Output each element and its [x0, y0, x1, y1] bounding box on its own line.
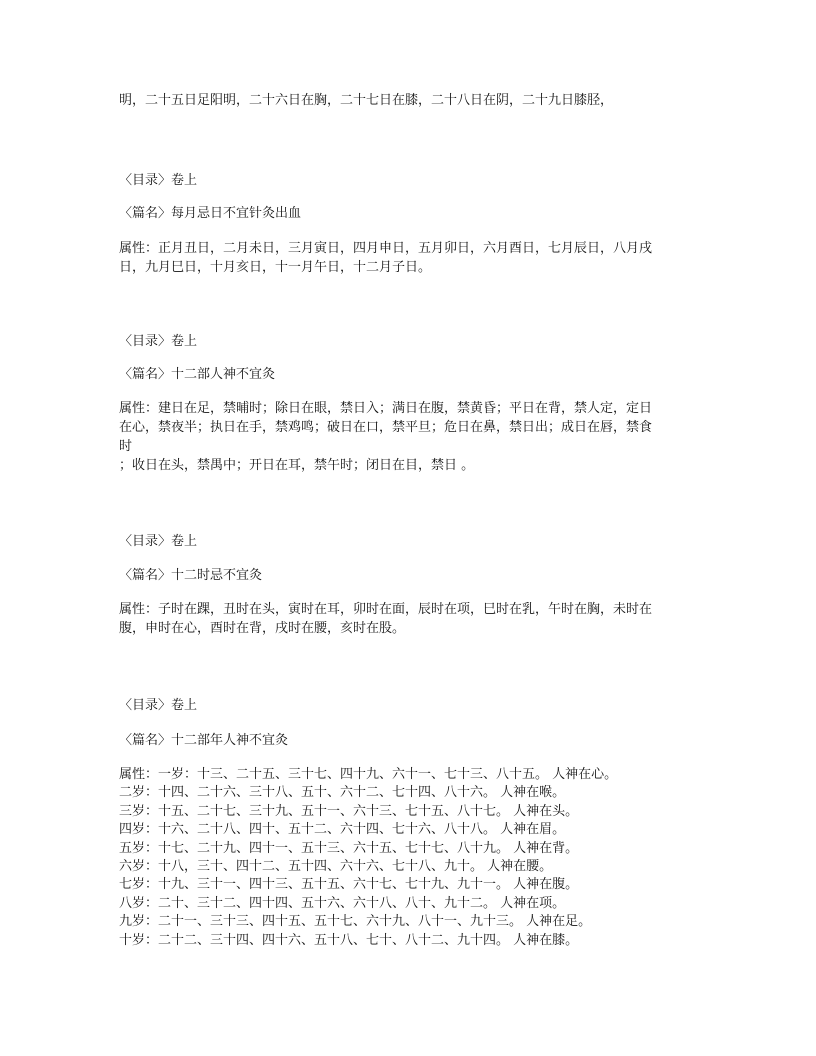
continued-text-line: 明，二十五日足阳明，二十六日在胸，二十七日在膝，二十八日在阴，二十九日膝胫，	[119, 93, 614, 108]
catalog-line: 〈目录〉卷上	[119, 173, 198, 188]
attribute-line: 十岁：二十二、三十四、四十六、五十八、七十、八十二、九十四。 人神在膝。	[119, 932, 579, 948]
attribute-line: 日，九月巳日，十月亥日，十一月午日，十二月子日。	[119, 260, 432, 275]
attribute-paragraph	[119, 766, 617, 950]
chapter-title: 〈篇名〉十二时忌不宜灸	[119, 568, 263, 583]
chapter-title: 〈篇名〉每月忌日不宜针灸出血	[119, 206, 302, 221]
attribute-line: 五岁：十七、二十九、四十一、五十三、六十五、七十七、八十九。 人神在背。	[119, 840, 579, 856]
attribute-line: 属性：一岁：十三、二十五、三十七、四十九、六十一、七十三、八十五。 人神在心。	[119, 767, 618, 782]
attribute-line: 七岁：十九、三十一、四十三、五十五、六十七、七十九、九十一。 人神在腹。	[119, 877, 579, 893]
catalog-line: 〈目录〉卷上	[119, 534, 198, 549]
attribute-line: 腹，申时在心，酉时在背，戌时在腰，亥时在股。	[119, 621, 406, 636]
attribute-line: 在心，禁夜半；执日在手，禁鸡鸣；破日在口，禁平旦；危日在鼻，禁日出；成日在唇，禁食	[119, 420, 653, 435]
chapter-title: 〈篇名〉十二部年人神不宜灸	[119, 733, 289, 748]
attribute-paragraph	[119, 239, 652, 277]
attribute-line: 二岁：十四、二十六、三十八、五十、六十二、七十四、八十六。 人神在喉。	[119, 785, 566, 801]
catalog-line: 〈目录〉卷上	[119, 698, 198, 713]
attribute-line: 属性：子时在踝，丑时在头，寅时在耳，卯时在面，辰时在项，巳时在乳，午时在胸，未时在	[119, 602, 653, 617]
chapter-title: 〈篇名〉十二部人神不宜灸	[119, 367, 276, 382]
attribute-line: 八岁：二十、三十二、四十四、五十六、六十八、八十、九十二。 人神在项。	[119, 895, 566, 911]
attribute-line: 属性：正月丑日，二月未日，三月寅日，四月申日，五月卯日，六月酉日，七月辰日，八月戌	[119, 241, 653, 256]
catalog-line: 〈目录〉卷上	[119, 334, 198, 349]
attribute-line: 九岁：二十一、三十三、四十五、五十七、六十九、八十一、九十三。 人神在足。	[119, 914, 592, 930]
attribute-paragraph	[119, 399, 652, 475]
attribute-line: 六岁：十八，三十、四十二、五十四、六十六、七十八、九十。 人神在腰。	[119, 858, 553, 874]
attribute-line: ；收日在头，禁禺中；开日在耳，禁午时；闭日在目，禁日 。	[119, 458, 475, 473]
attribute-line: 三岁：十五、二十七、三十九、五十一、六十三、七十五、八十七。 人神在头。	[119, 803, 579, 819]
attribute-line: 属性：建日在足，禁晡时；除日在眼，禁日入；满日在腹，禁黄昏；平日在背，禁人定，定日	[119, 401, 653, 416]
attribute-paragraph	[119, 600, 652, 638]
attribute-line: 时	[119, 439, 133, 454]
attribute-line: 四岁：十六、二十八、四十、五十二、六十四、七十六、八十八。 人神在眉。	[119, 822, 566, 838]
